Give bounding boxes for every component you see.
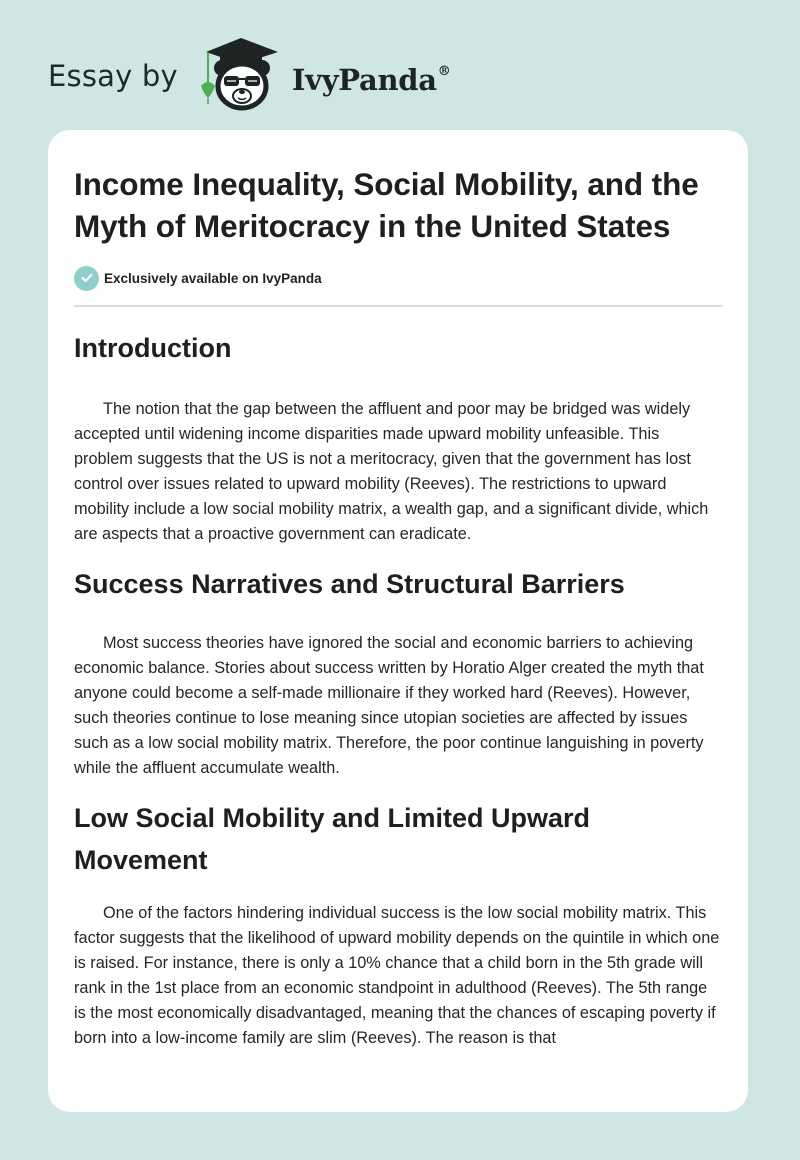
title-divider [74,305,723,307]
registered-mark: ® [437,64,451,80]
section-paragraph-success-narratives: Most success theories have ignored the social and economic barriers to achieving economic balance. Stories about success written by Horatio Alger created the myth that anyone could become a self-made millionaire if they worked hard (Reeves). However, such theories continue to lose meaning since utopian societies are affected by issues such as a low social mobility matrix. Therefore, the poor continue languishing in poverty while the affluent accumulate wealth. [74,634,704,777]
site-header [48,34,450,114]
ivypanda-brand-name[interactable] [292,63,451,97]
section-paragraph-introduction: The notion that the gap between the affluent and poor may be bridged was widely accepted until widening income disparities made upward mobility unfeasible. This problem suggests that the US is not a meritocracy, given that the government has lost control over issues related to upward mobility (Reeves). The restrictions to upward mobility include a low social mobility matrix, a wealth gap, and a significant divide, which are aspects that a proactive government can eradicate. [74,400,709,543]
brand-name-text: IvyPanda [291,63,437,97]
section-heading-success-narratives: Success Narratives and Structural Barriers [74,569,625,599]
section-heading-low-social-mobility: Low Social Mobility and Limited Upward Movement [74,803,591,875]
exclusive-label: Exclusively available on IvyPanda [104,270,322,286]
section-heading-introduction: Introduction [74,333,232,363]
page-title: Income Inequality, Social Mobility, and the Myth of Meritocracy in the United States [74,166,699,244]
panda-graduation-cap-logo-icon[interactable] [196,34,286,114]
essay-by-label: Essay by [48,59,178,93]
section-paragraph-low-social-mobility: One of the factors hindering individual success is the low social mobility matrix. This factor suggests that the likelihood of upward mobility depends on the quintile in which one is raised. For instance, there is only a 10% chance that a child born in the 5th grade will rank in the 1st place from an economic standpoint in adulthood (Reeves). The 5th range is the most economically disadvantaged, meaning that the chances of escaping poverty if born into a low-income family are slim (Reeves). The reason is that [74,904,720,1047]
essay-card [48,130,748,1112]
check-circle-icon [74,266,99,291]
exclusive-badge [74,265,722,291]
